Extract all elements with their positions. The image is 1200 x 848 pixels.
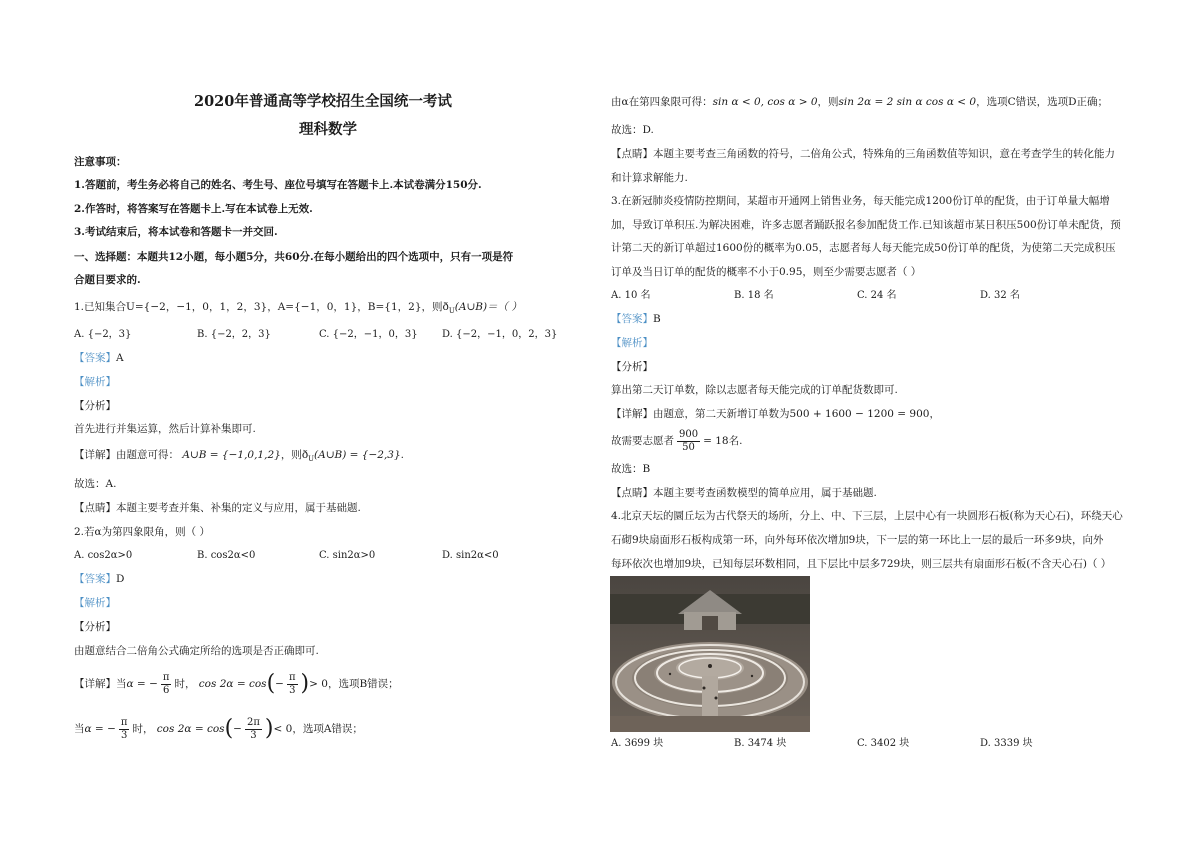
q1-analysis-tag: 【解析】	[74, 376, 116, 388]
q3-fenxi: 【分析】	[611, 361, 653, 373]
q1-remark: 【点睛】本题主要考查并集、补集的定义与应用，属于基础题.	[74, 502, 361, 514]
q2-detail-1: 【详解】当α = − $\frac{\pi}{6}$ 时， cos 2α = cos(− $\frac{\pi}{3}$ )> 0，选项B错误；	[74, 671, 399, 696]
note-2: 2.作答时，将答案写在答题卡上.写在本试卷上无效.	[74, 203, 313, 215]
q3-remark: 【点睛】本题主要考查函数模型的简单应用，属于基础题.	[611, 487, 877, 499]
q2-option-c: C. sin2α>0	[319, 550, 376, 561]
note-3: 3.考试结束后，将本试卷和答题卡一并交回.	[74, 226, 278, 238]
q1-option-c: C. {−2，−1，0，3}	[319, 329, 418, 340]
q3-detail-1: 【详解】由题意，第二天新增订单数为500 + 1600 − 1200 = 900，	[611, 408, 940, 420]
q4-option-b: B. 3474 块	[734, 738, 787, 749]
q2-fenxi: 【分析】	[74, 621, 116, 633]
q4-option-c: C. 3402 块	[857, 738, 910, 749]
q3-stem-4: 订单及当日订单的配货的概率不小于0.95，则至少需要志愿者（ ）	[611, 266, 922, 278]
q3-fenxi-text: 算出第二天订单数，除以志愿者每天能完成的订单配货数即可.	[611, 384, 898, 396]
q3-detail-2: 故需要志愿者 $\frac{900}{50}$ = 18名.	[611, 428, 743, 453]
fraction: $\frac{\pi}{3}$	[120, 716, 128, 741]
fraction: $\frac{2\pi}{3}$	[246, 716, 260, 741]
q3-conclusion: 故选：B	[611, 463, 651, 475]
altar-photo	[610, 576, 810, 732]
section-heading-line2: 合题目要求的.	[74, 274, 141, 286]
q1-option-b: B. {−2，2，3}	[197, 329, 271, 340]
q3-option-d: D. 32 名	[980, 290, 1020, 301]
q4-stem-1: 4.北京天坛的圜丘坛为古代祭天的场所，分上、中、下三层，上层中心有一块圆形石板(称为天心石)，环绕天心	[611, 510, 1123, 522]
altar-photo-illustration	[610, 576, 810, 732]
section-heading-line1: 一、选择题：本题共12小题，每小题5分，共60分.在每小题给出的四个选项中，只有一项是符	[74, 251, 514, 263]
q4-option-d: D. 3339 块	[980, 738, 1033, 749]
fraction: $\frac{900}{50}$	[679, 428, 699, 453]
q3-option-b: B. 18 名	[734, 290, 774, 301]
q1-stem: 1.已知集合U={−2，−1，0，1，2，3}，A={−1，0，1}，B={1，2}，则$ð_U(A\cup B)=$（ ）	[74, 301, 522, 316]
q3-analysis-tag: 【解析】	[611, 337, 653, 349]
q3-option-a: A. 10 名	[611, 290, 651, 301]
q2-option-b: B. cos2α<0	[197, 550, 256, 561]
q1-option-d: D. {−2，−1，0，2，3}	[442, 329, 558, 340]
note-1: 1.答题前，考生务必将自己的姓名、考生号、座位号填写在答题卡上.本试卷满分150分.	[74, 179, 482, 191]
q1-option-a: A. {−2，3}	[74, 329, 132, 340]
q3-answer: 【答案】B	[611, 313, 661, 325]
q2-stem: 2.若α为第四象限角，则（ ）	[74, 526, 210, 538]
q3-option-c: C. 24 名	[857, 290, 897, 301]
q3-stem-1: 3.在新冠肺炎疫情防控期间，某超市开通网上销售业务，每天能完成1200份订单的配货，由于订单量大幅增	[611, 195, 1110, 207]
fraction: $\frac{\pi}{6}$	[162, 671, 170, 696]
q2-fenxi-text: 由题意结合二倍角公式确定所给的选项是否正确即可.	[74, 645, 319, 657]
q2-remark-2: 和计算求解能力.	[611, 172, 688, 184]
q4-option-a: A. 3699 块	[611, 738, 664, 749]
q3-stem-3: 计第二天的新订单超过1600份的概率为0.05，志愿者每人每天能完成50份订单的配货，为使第二天完成积压	[611, 242, 1116, 254]
q3-stem-2: 加，导致订单积压.为解决困难，许多志愿者踊跃报名参加配货工作.已知该超市某日积压500份订单未配货，预	[611, 219, 1121, 231]
q2-remark-1: 【点睛】本题主要考查三角函数的符号，二倍角公式，特殊角的三角函数值等知识，意在考查学生的转化能力	[611, 148, 1115, 160]
notes-heading: 注意事项：	[74, 156, 127, 168]
fraction: $\frac{\pi}{3}$	[288, 671, 296, 696]
page-title: 2020年普通高等学校招生全国统一考试	[194, 93, 452, 110]
q2-reason: 由α在第四象限可得：sin α < 0, cos α > 0，则sin 2α = 2 sin α cos α < 0，选项C错误，选项D正确；	[611, 96, 1109, 108]
q2-answer: 【答案】D	[74, 573, 125, 585]
q1-answer: 【答案】A	[74, 352, 124, 364]
page-subtitle: 理科数学	[299, 121, 357, 138]
q1-conclusion: 故选：A.	[74, 478, 117, 490]
q1-fenxi: 【分析】	[74, 400, 116, 412]
q1-fenxi-text: 首先进行并集运算，然后计算补集即可.	[74, 423, 256, 435]
q2-detail-2: 当α = − $\frac{\pi}{3}$ 时， cos 2α = cos(− $\frac{2\pi}{3}$ )< 0，选项A错误；	[74, 716, 363, 741]
q2-option-a: A. cos2α>0	[74, 550, 133, 561]
q4-stem-2: 石砌9块扇面形石板构成第一环，向外每环依次增加9块，下一层的第一环比上一层的最后一环多9块，向外	[611, 534, 1104, 546]
q2-option-d: D. sin2α<0	[442, 550, 499, 561]
q1-detail: 【详解】由题意可得： A∪B = {−1,0,1,2}，则$ð_U(A\cup B) = \{-2,3\}$.	[74, 449, 405, 464]
q2-analysis-tag: 【解析】	[74, 597, 116, 609]
q4-stem-3: 每环依次也增加9块，已知每层环数相同，且下层比中层多729块，则三层共有扇面形石板(不含天心石)（ ）	[611, 558, 1112, 570]
q2-conclusion: 故选：D.	[611, 124, 654, 136]
